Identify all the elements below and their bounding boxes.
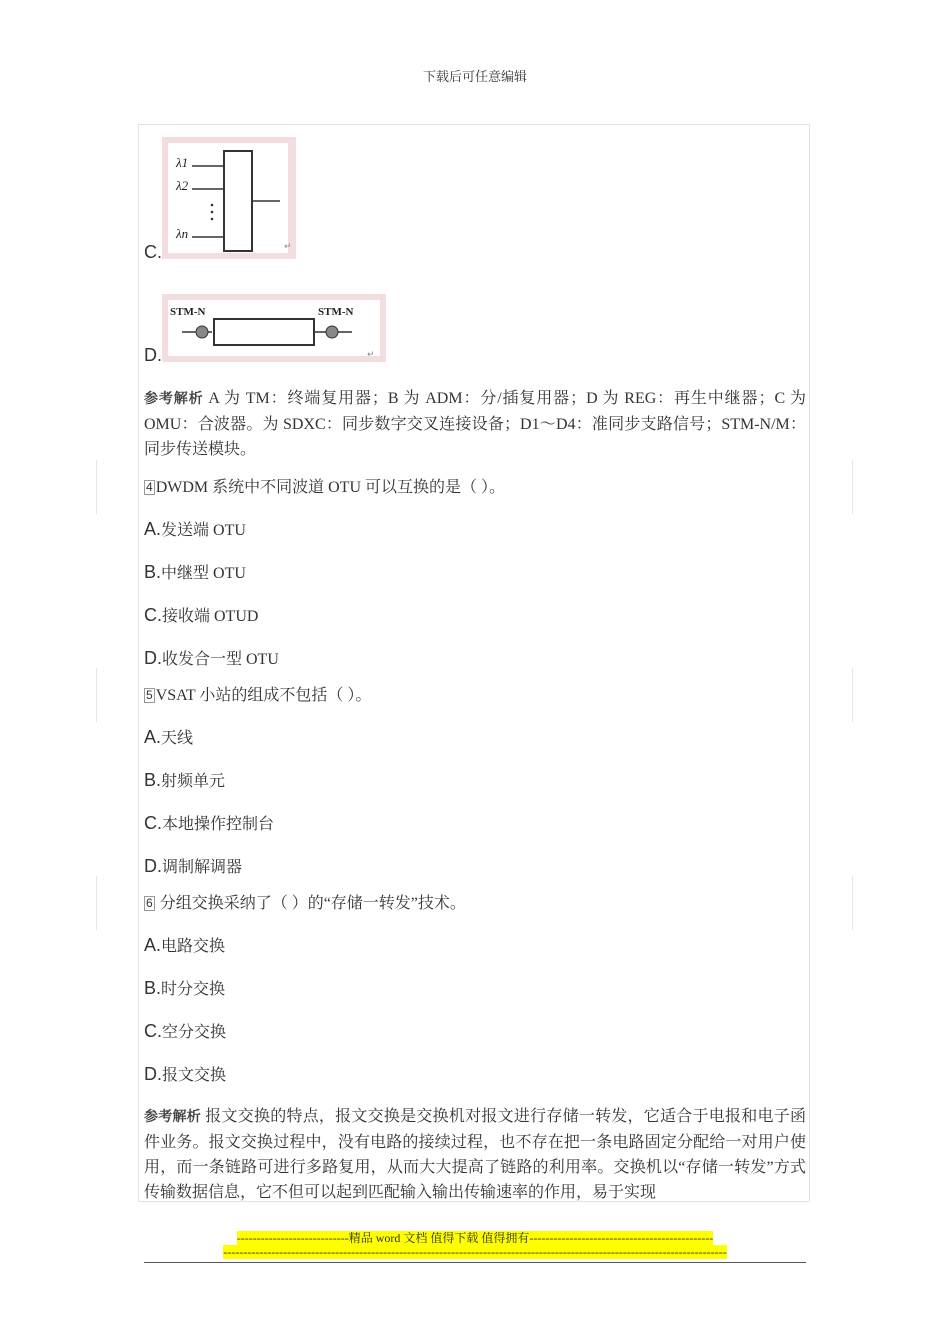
footer-banner-text: ----------------------------精品 word 文档 值得下载 值得拥有----------------------------------------------	[236, 1231, 714, 1245]
margin-mark	[96, 460, 97, 514]
svg-text:↵: ↵	[284, 242, 292, 252]
explanation-text: A 为 TM：终端复用器；B 为 ADM：分/插复用器；D 为 REG：再生中继器；C 为 OMU：合波器。为 SDXC：同步数字交叉连接设备；D1～D4：准同步支路信号；STM-N/M：同步传送模块。	[144, 390, 806, 458]
q3-option-c[interactable]	[144, 242, 162, 263]
footer-banner-line-2	[0, 1245, 950, 1260]
margin-mark	[852, 460, 853, 514]
q4-option-a[interactable]	[144, 517, 246, 540]
wavelength-label-n: λn	[176, 226, 189, 241]
q3-option-d[interactable]	[144, 345, 162, 366]
q5-option-a[interactable]	[144, 725, 193, 748]
footer-banner-dashes: ------------------------------------------------------------------------------------------------------------------------------	[223, 1245, 727, 1259]
q4-option-d[interactable]	[144, 646, 279, 669]
q4-stem	[144, 474, 505, 497]
svg-text:↵: ↵	[367, 350, 375, 360]
option-letter: A.	[144, 519, 162, 539]
explanation-text: 报文交换的特点，报文交换是交换机对报文进行存储一转发，它适合于电报和电子函件业务。报文交换过程中，没有电路的接续过程，也不存在把一条电路固定分配给一对用户使用，而一条链路可进行多路复用，从而大大提高了链路的利用率。交换机以“存储一转发”方式传输数据信息，它不但可以起到匹配输入输出传输速率的作用，易于实现	[144, 1108, 806, 1201]
stm-n-right-label: STM-N	[318, 306, 354, 318]
option-text: 发送端 OTU	[161, 522, 246, 539]
q6-option-d[interactable]	[144, 1062, 226, 1085]
stm-n-left-label: STM-N	[170, 306, 206, 318]
option-letter: A.	[144, 935, 162, 955]
question-text: 分组交换采纳了（ ）的“存储一转发”技术。	[155, 895, 466, 912]
q5-option-b[interactable]	[144, 768, 225, 791]
option-text: 接收端 OTUD	[162, 608, 259, 625]
regenerator-figure	[162, 294, 386, 362]
question-number: 5	[146, 688, 153, 702]
explanation-tag: 参考解析	[144, 1110, 201, 1125]
q6-explanation	[144, 1104, 806, 1205]
option-text: 空分交换	[162, 1024, 227, 1041]
margin-mark	[852, 876, 853, 930]
footer-banner-line-1	[0, 1229, 950, 1246]
q5-option-d[interactable]	[144, 854, 242, 877]
option-letter: D.	[144, 345, 162, 365]
q6-option-b[interactable]	[144, 976, 225, 999]
q5-option-c[interactable]	[144, 811, 274, 834]
question-text: DWDM 系统中不同波道 OTU 可以互换的是（ ）。	[155, 479, 506, 496]
option-letter: C.	[144, 242, 162, 262]
footer-rule	[144, 1262, 806, 1263]
q6-option-a[interactable]	[144, 933, 225, 956]
option-letter: D.	[144, 856, 162, 876]
wavelength-label-2: λ2	[176, 178, 189, 193]
option-text: 时分交换	[161, 981, 226, 998]
q6-option-c[interactable]	[144, 1019, 226, 1042]
margin-mark	[852, 668, 853, 722]
wavelength-label-1: λ1	[176, 155, 189, 170]
option-letter: B.	[144, 562, 162, 582]
q4-option-c[interactable]	[144, 603, 258, 626]
option-letter: D.	[144, 648, 162, 668]
option-text: 调制解调器	[162, 859, 243, 876]
option-text: 射频单元	[161, 773, 226, 790]
explanation-tag: 参考解析	[144, 392, 204, 407]
question-number: 4	[146, 480, 153, 494]
question-text: VSAT 小站的组成不包括（ ）。	[155, 687, 372, 704]
option-letter: D.	[144, 1064, 162, 1084]
q6-stem	[144, 890, 466, 913]
option-text: 收发合一型 OTU	[162, 651, 279, 668]
option-text: 中继型 OTU	[161, 565, 246, 582]
option-text: 本地操作控制台	[162, 816, 275, 833]
option-letter: A.	[144, 727, 162, 747]
q4-option-b[interactable]	[144, 560, 246, 583]
option-letter: C.	[144, 813, 162, 833]
option-text: 天线	[161, 730, 194, 747]
q3-explanation	[144, 386, 806, 462]
option-letter: C.	[144, 605, 162, 625]
margin-mark	[96, 876, 97, 930]
q5-stem	[144, 682, 371, 705]
option-letter: B.	[144, 770, 162, 790]
question-number: 6	[146, 896, 153, 910]
regenerator-diagram	[162, 294, 386, 362]
margin-mark	[96, 668, 97, 722]
option-text: 报文交换	[162, 1067, 227, 1084]
option-letter: C.	[144, 1021, 162, 1041]
page-header-note: 下载后可任意编辑	[422, 69, 527, 84]
combiner-figure	[162, 137, 296, 259]
option-text: 电路交换	[161, 938, 226, 955]
option-letter: B.	[144, 978, 162, 998]
